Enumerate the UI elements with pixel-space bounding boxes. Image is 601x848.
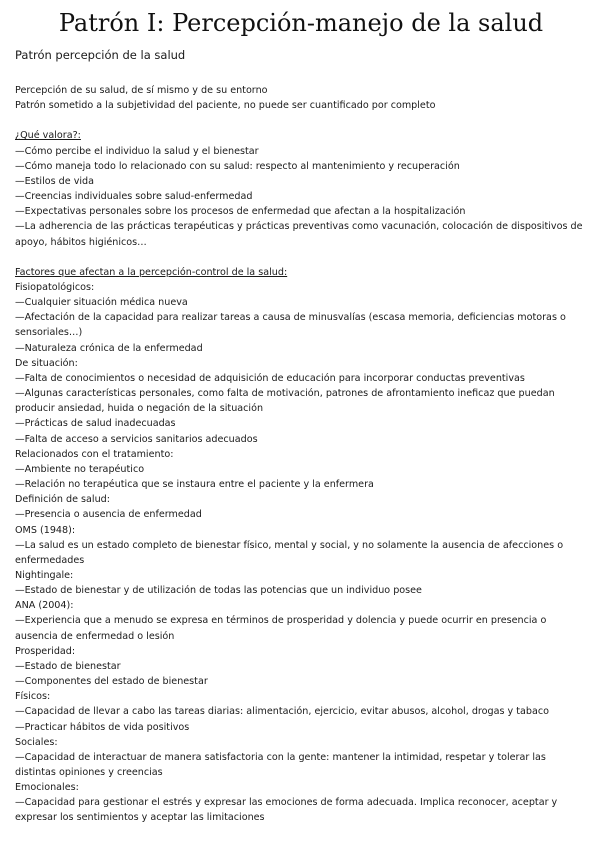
list-item: —Capacidad para gestionar el estrés y expresar las emociones de forma adecuada. Implica reconocer, aceptar y expresar los sentimientos y aceptar las limitaciones: [15, 797, 558, 824]
list-item: —Experiencia que a menudo se expresa en términos de prosperidad y dolencia y puede ocurrir en presencia o ausencia de enfermedad o lesión: [15, 615, 547, 642]
list-item: —Naturaleza crónica de la enfermedad: [15, 342, 203, 354]
group-label: Relacionados con el tratamiento:: [15, 448, 174, 460]
spacer: [15, 250, 587, 265]
group-label: Definición de salud:: [15, 494, 111, 506]
group-label: Nightingale:: [15, 569, 74, 581]
list-item: —Falta de acceso a servicios sanitarios adecuados: [15, 433, 258, 445]
document-body: [15, 83, 587, 826]
list-item: —Relación no terapéutica que se instaura entre el paciente y la enfermera: [15, 479, 374, 491]
group-label: ANA (2004):: [15, 600, 74, 612]
list-item: —Creencias individuales sobre salud-enfermedad: [15, 191, 253, 203]
list-item: —Capacidad de llevar a cabo las tareas diarias: alimentación, ejercicio, evitar abusos, alcohol, drogas y tabaco: [15, 706, 550, 718]
list-item: —Estado de bienestar: [15, 660, 121, 672]
section-subtitle: Patrón percepción de la salud: [15, 48, 186, 62]
list-item: —Estado de bienestar y de utilización de todas las potencias que un individuo posee: [15, 585, 422, 597]
group-label: De situación:: [15, 357, 78, 369]
list-item: —Expectativas personales sobre los procesos de enfermedad que afectan a la hospitalización: [15, 206, 466, 218]
group-label: OMS (1948):: [15, 524, 76, 536]
list-item: —Estilos de vida: [15, 175, 95, 187]
list-item: —Algunas características personales, como falta de motivación, patrones de afrontamiento ineficaz que puedan producir ansiedad, huida o negación de la situación: [15, 388, 555, 415]
list-item: —La salud es un estado completo de bienestar físico, mental y social, y no solamente la ausencia de afecciones o enfermedades: [15, 539, 564, 566]
group-label: Sociales:: [15, 736, 58, 748]
group-label: Físicos:: [15, 691, 51, 703]
intro-line: Percepción de su salud, de sí mismo y de su entorno: [15, 85, 268, 96]
group-label: Emocionales:: [15, 782, 79, 794]
intro-line: Patrón sometido a la subjetividad del paciente, no puede ser cuantificado por completo: [15, 100, 436, 112]
list-item: —Cómo percibe el individuo la salud y el bienestar: [15, 145, 259, 157]
list-item: —La adherencia de las prácticas terapéuticas y prácticas preventivas como vacunación, colocación de dispositivos de apoyo, hábitos higiénicos…: [15, 221, 583, 248]
list-item: —Componentes del estado de bienestar: [15, 676, 208, 688]
group-label: Fisiopatológicos:: [15, 282, 95, 293]
group-label: Prosperidad:: [15, 645, 76, 657]
list-item: —Practicar hábitos de vida positivos: [15, 721, 190, 733]
spacer: [15, 113, 587, 128]
list-item: —Ambiente no terapéutico: [15, 463, 145, 475]
list-item: —Cómo maneja todo lo relacionado con su salud: respecto al mantenimiento y recuperación: [15, 160, 460, 172]
list-item: —Afectación de la capacidad para realizar tareas a causa de minusvalías (escasa memoria, deficiencias motoras o sensoriales…): [15, 312, 566, 339]
list-item: —Falta de conocimientos o necesidad de adquisición de educación para incorporar conductas preventivas: [15, 372, 525, 384]
list-item: —Capacidad de interactuar de manera satisfactoria con la gente: mantener la intimidad, respetar y tolerar las distintas opiniones y creencias: [15, 751, 546, 778]
list-item: —Cualquier situación médica nueva: [15, 297, 188, 309]
valora-heading: ¿Qué valora?:: [15, 130, 81, 142]
page-title: Patrón I: Percepción-manejo de la salud: [58, 9, 544, 37]
list-item: —Presencia o ausencia de enfermedad: [15, 509, 202, 521]
factores-heading: Factores que afectan a la percepción-control de la salud:: [15, 266, 288, 278]
list-item: —Prácticas de salud inadecuadas: [15, 418, 176, 430]
